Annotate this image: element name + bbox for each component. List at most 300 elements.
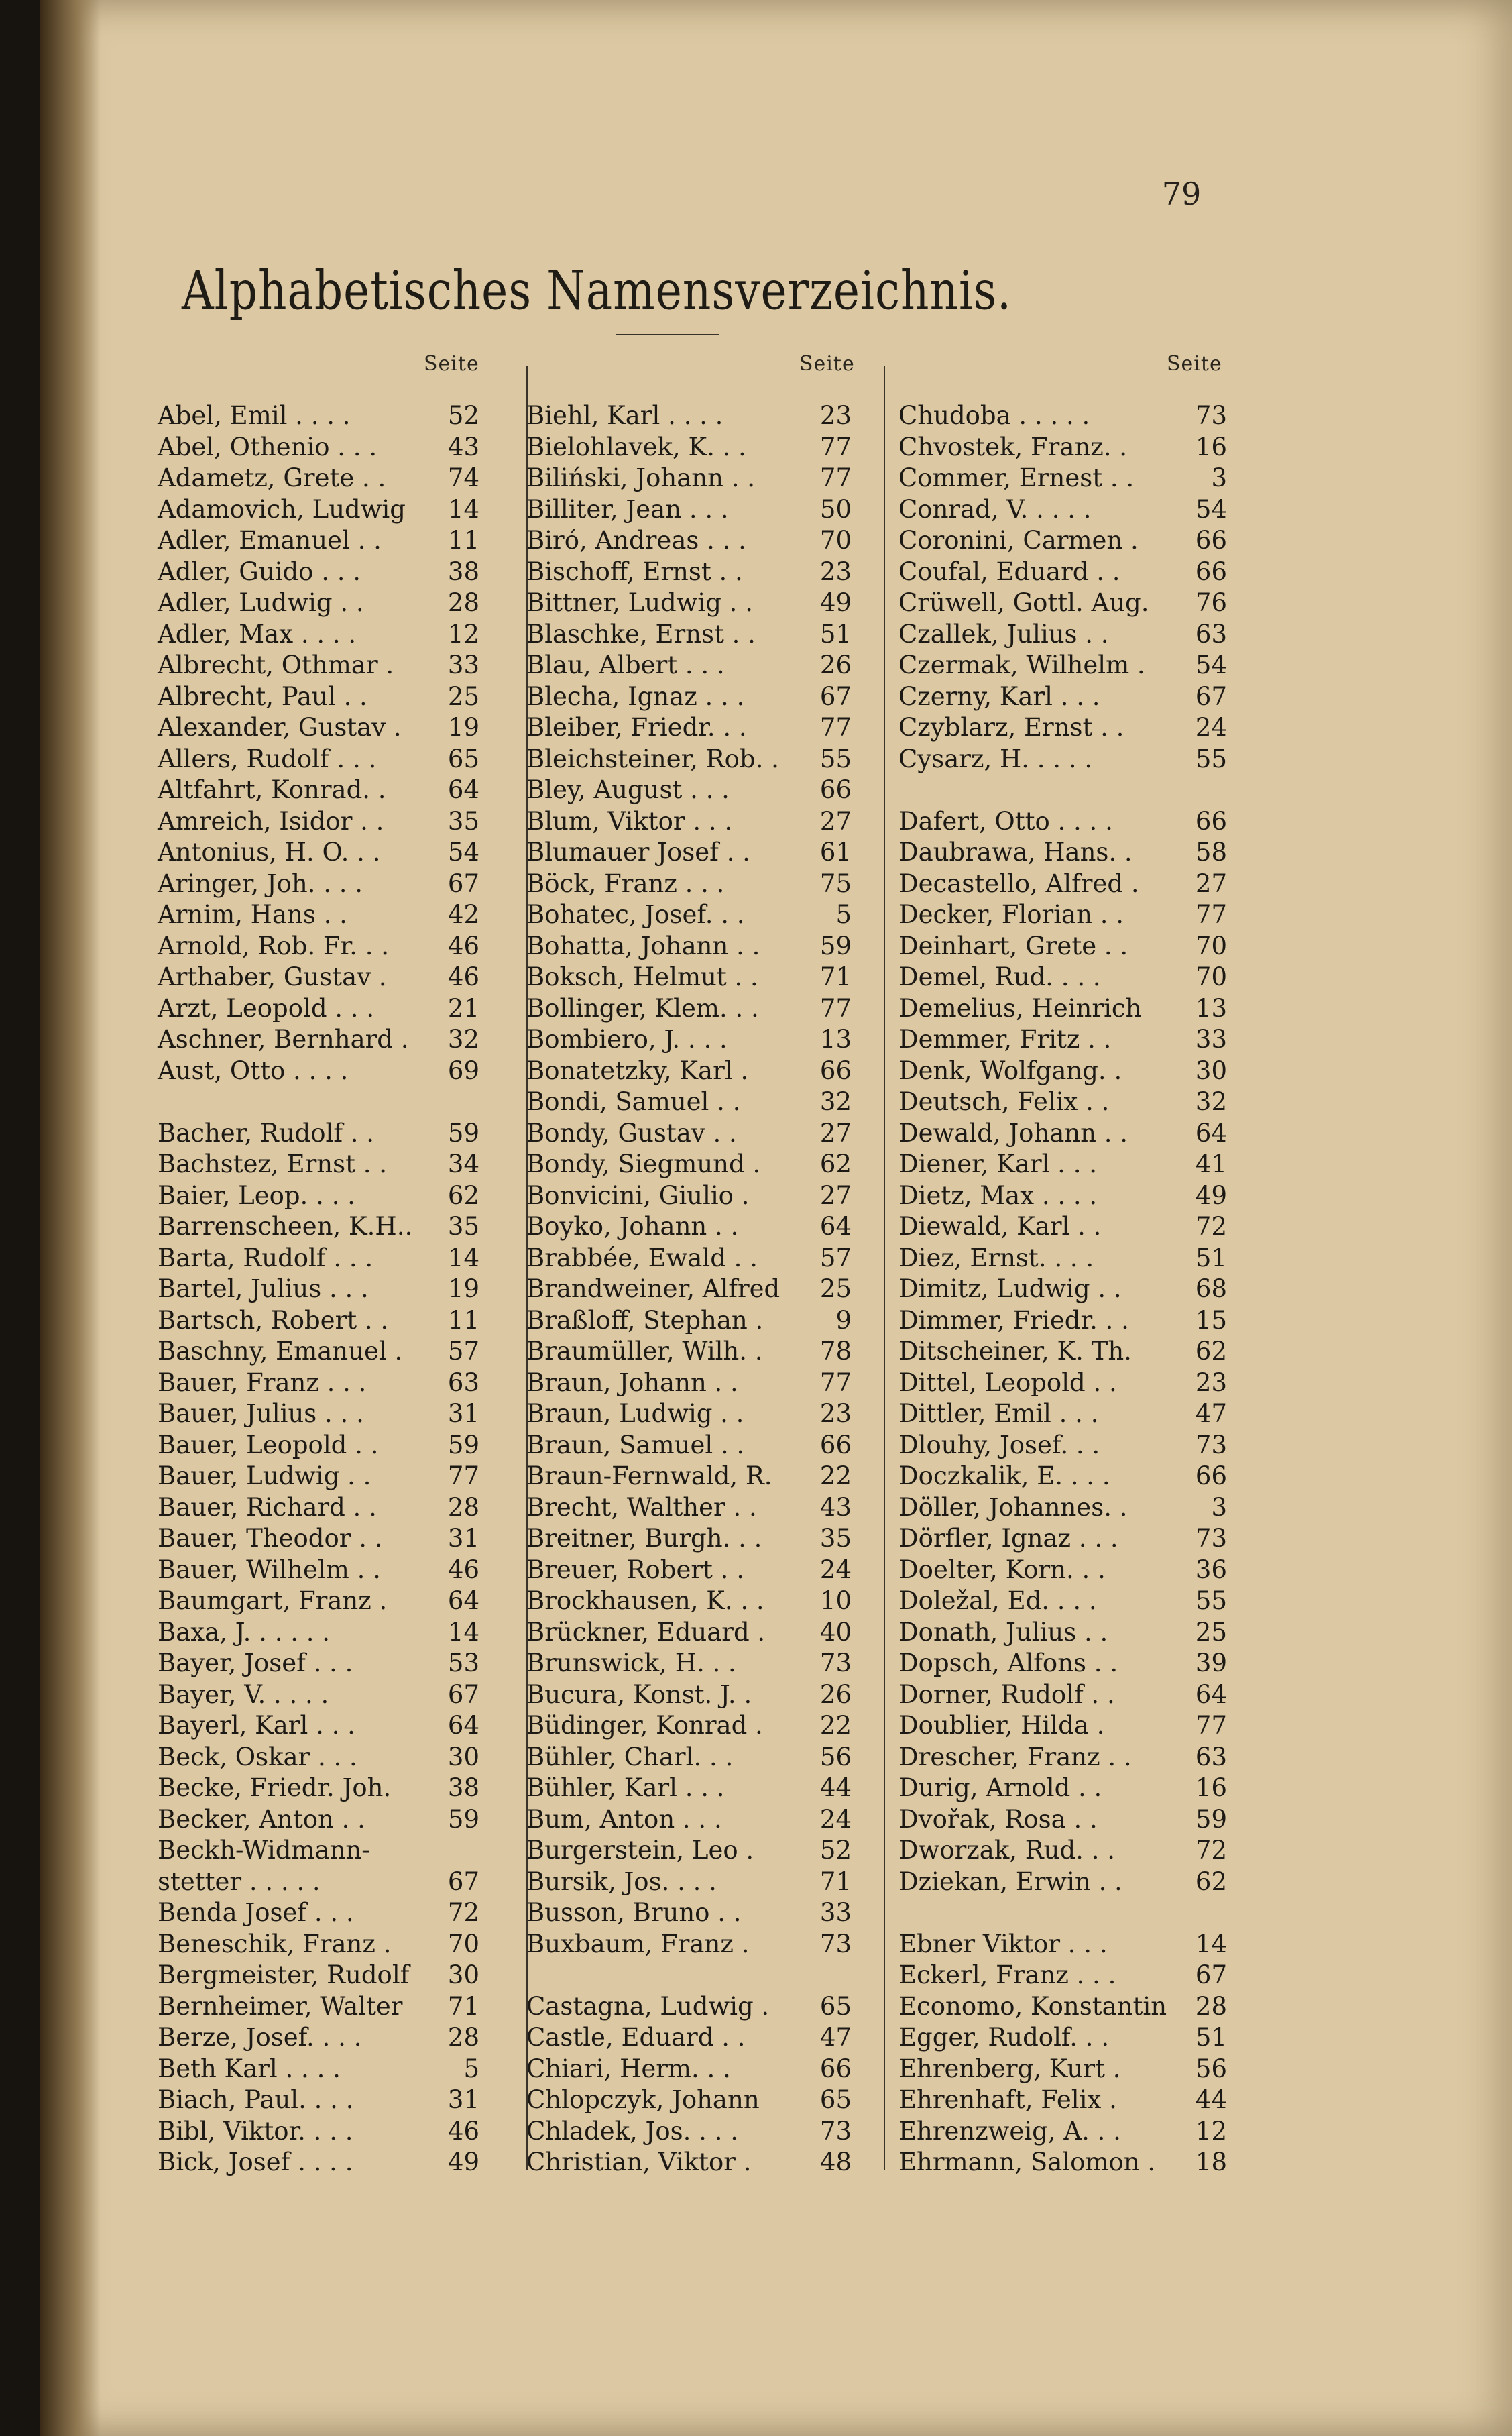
index-entry <box>526 1274 852 1305</box>
entry-name: Bohatta, Johann . . <box>526 931 760 960</box>
entry-name: Czyblarz, Ernst . . <box>898 713 1124 742</box>
entry-page: 36 <box>1195 1555 1227 1584</box>
index-entry <box>898 1960 1227 1991</box>
entry-page: 62 <box>1195 1867 1227 1896</box>
entry-page: 24 <box>819 1804 852 1834</box>
entry-name: Castle, Eduard . . <box>526 2023 746 2052</box>
entry-page: 62 <box>447 1180 479 1210</box>
entry-page: 77 <box>819 713 852 742</box>
index-entry <box>526 993 852 1025</box>
entry-page: 19 <box>447 713 479 742</box>
entry-name: Bielohlavek, K. . . <box>526 432 746 461</box>
index-entry <box>526 1710 852 1742</box>
index-entry <box>158 1056 479 1087</box>
entry-page: 67 <box>447 869 479 898</box>
index-entry <box>158 1648 479 1679</box>
entry-name: Bayerl, Karl . . . <box>158 1711 355 1740</box>
entry-page: 14 <box>1195 1929 1227 1958</box>
entry-page: 46 <box>447 962 479 991</box>
entry-page: 54 <box>1195 494 1227 524</box>
entry-name: Becke, Friedr. Joh. <box>158 1773 392 1802</box>
entry-page: 58 <box>1195 838 1227 867</box>
entry-name: Boksch, Helmut . . <box>526 962 758 991</box>
entry-name: Arzt, Leopold . . . <box>158 993 375 1023</box>
entry-name: Blumauer Josef . . <box>526 838 750 867</box>
entry-page: 16 <box>1195 1773 1227 1802</box>
entry-name: Brückner, Eduard . <box>526 1617 766 1647</box>
entry-page: 70 <box>819 526 852 555</box>
index-entry <box>526 1867 852 1898</box>
entry-name: Deutsch, Felix . . <box>898 1087 1110 1116</box>
index-entry <box>526 837 852 869</box>
entry-page: 32 <box>1195 1087 1227 1116</box>
index-entry <box>898 1586 1227 1617</box>
entry-page: 34 <box>447 1150 479 1178</box>
entry-name: Bauer, Theodor . . <box>158 1524 383 1553</box>
entry-page: 67 <box>447 1867 479 1896</box>
entry-page: 59 <box>447 1804 479 1834</box>
entry-page: 64 <box>447 775 479 804</box>
entry-page: 12 <box>447 619 479 649</box>
index-entry <box>898 650 1227 681</box>
index-entry <box>898 1461 1227 1492</box>
index-entry <box>526 1492 852 1524</box>
entry-page: 69 <box>447 1056 479 1085</box>
entry-name: Diener, Karl . . . <box>898 1150 1098 1178</box>
entry-name: Böck, Franz . . . <box>526 869 725 898</box>
entry-name: Burgerstein, Leo . <box>526 1836 754 1865</box>
entry-name: Benda Josef . . . <box>158 1898 354 1927</box>
entry-name: Brandweiner, Alfred <box>526 1274 780 1303</box>
index-entry <box>526 1398 852 1430</box>
entry-page: 23 <box>819 401 852 430</box>
index-entry <box>898 1929 1227 1960</box>
entry-name: Bursik, Jos. . . . <box>526 1867 717 1896</box>
index-entry <box>898 1398 1227 1430</box>
index-entry <box>158 712 479 744</box>
entry-name: Dopsch, Alfons . . <box>898 1649 1118 1677</box>
index-entry <box>898 931 1227 962</box>
entry-name: Donath, Julius . . <box>898 1617 1108 1647</box>
entry-name: Ehrenzweig, A. . . <box>898 2116 1121 2146</box>
entry-name: Barrenscheen, K.H.. <box>158 1212 413 1241</box>
entry-name: Demelius, Heinrich <box>898 993 1142 1023</box>
entry-name: Adametz, Grete . . <box>158 463 386 492</box>
entry-name: Ehrmann, Salomon . <box>898 2148 1156 2176</box>
entry-name: stetter . . . . . <box>158 1867 321 1896</box>
index-entry <box>898 2054 1227 2085</box>
index-entry <box>898 588 1227 619</box>
entry-page: 14 <box>447 1243 479 1272</box>
entry-page: 66 <box>1195 526 1227 555</box>
entry-name: Baschny, Emanuel . <box>158 1337 403 1366</box>
entry-name: Braun-Fernwald, R. <box>526 1461 772 1490</box>
entry-name: Dworzak, Rud. . . <box>898 1836 1115 1865</box>
entry-name: Büdinger, Konrad . <box>526 1711 763 1740</box>
entry-page: 77 <box>819 1368 852 1397</box>
entry-name: Busson, Bruno . . <box>526 1898 742 1927</box>
index-entry <box>158 2085 479 2116</box>
index-entry <box>526 1461 852 1492</box>
entry-name: Blum, Viktor . . . <box>526 806 733 836</box>
index-entry <box>158 619 479 651</box>
index-entry <box>526 1180 852 1212</box>
index-entry <box>526 1430 852 1461</box>
index-entry <box>158 775 479 806</box>
entry-page: 59 <box>1195 1804 1227 1834</box>
entry-page: 31 <box>447 1399 479 1428</box>
name-column-3 <box>898 400 1227 2178</box>
entry-page: 66 <box>1195 557 1227 586</box>
entry-page: 65 <box>819 1991 852 2021</box>
entry-name: Dimitz, Ludwig . . <box>898 1274 1122 1303</box>
entry-name: Beck, Oskar . . . <box>158 1742 357 1771</box>
entry-page: 43 <box>819 1492 852 1522</box>
page-title: Alphabetisches Namensverzeichnis. <box>182 260 1012 322</box>
entry-name: Dörfler, Ignaz . . . <box>898 1524 1118 1553</box>
index-entry <box>898 1087 1227 1118</box>
entry-name: Amreich, Isidor . . <box>158 806 384 836</box>
entry-name: Chudoba . . . . . <box>898 401 1090 430</box>
entry-page: 64 <box>447 1586 479 1615</box>
entry-page: 38 <box>447 557 479 586</box>
entry-page: 54 <box>1195 651 1227 679</box>
entry-page: 41 <box>1195 1150 1227 1178</box>
index-entry <box>898 869 1227 900</box>
entry-name: Arnold, Rob. Fr. . . <box>158 931 389 960</box>
index-entry <box>158 899 479 931</box>
index-entry <box>158 400 479 432</box>
entry-name: Arnim, Hans . . <box>158 900 347 929</box>
entry-page: 47 <box>1195 1399 1227 1428</box>
index-entry <box>898 1492 1227 1524</box>
entry-name: Bonvicini, Giulio . <box>526 1180 750 1210</box>
entry-page: 71 <box>819 962 852 991</box>
index-entry <box>898 1679 1227 1711</box>
index-entry <box>526 1742 852 1773</box>
index-entry <box>526 931 852 962</box>
entry-page: 11 <box>447 526 479 555</box>
entry-page: 64 <box>819 1212 852 1241</box>
index-entry <box>158 1710 479 1742</box>
entry-name: Brecht, Walther . . <box>526 1492 757 1522</box>
index-entry <box>898 1056 1227 1087</box>
index-entry <box>158 1368 479 1399</box>
entry-page: 13 <box>1195 993 1227 1023</box>
entry-page: 14 <box>447 1617 479 1647</box>
entry-name: Adler, Guido . . . <box>158 557 361 586</box>
entry-page: 44 <box>819 1773 852 1802</box>
entry-page: 11 <box>447 1305 479 1335</box>
entry-name: Bley, August . . . <box>526 775 730 804</box>
entry-page: 71 <box>819 1867 852 1896</box>
index-entry <box>898 775 1227 806</box>
index-entry <box>158 494 479 526</box>
entry-name: Chiari, Herm. . . <box>526 2054 731 2083</box>
index-entry <box>158 2054 479 2085</box>
index-entry <box>158 1835 479 1867</box>
entry-page: 3 <box>1211 463 1227 492</box>
entry-page: 12 <box>1195 2116 1227 2146</box>
entry-page: 35 <box>819 1524 852 1553</box>
column-header-1: Seite <box>424 352 479 376</box>
entry-page: 67 <box>447 1679 479 1709</box>
entry-name: Doczkalik, E. . . . <box>898 1461 1110 1490</box>
entry-name: Adler, Ludwig . . <box>158 588 364 617</box>
entry-name: Bombiero, J. . . . <box>526 1025 728 1054</box>
entry-page: 66 <box>1195 806 1227 836</box>
entry-name: Beth Karl . . . . <box>158 2054 341 2083</box>
entry-name: Bollinger, Klem. . . <box>526 993 759 1023</box>
entry-name: Conrad, V. . . . . <box>898 494 1092 524</box>
entry-name: Bergmeister, Rudolf <box>158 1960 410 1989</box>
index-entry <box>898 1742 1227 1773</box>
entry-name: Ehrenberg, Kurt . <box>898 2054 1121 2083</box>
entry-page: 24 <box>1195 713 1227 742</box>
entry-page: 27 <box>819 806 852 836</box>
entry-name: Dorner, Rudolf . . <box>898 1679 1115 1709</box>
entry-name: Commer, Ernest . . <box>898 463 1135 492</box>
entry-page: 28 <box>447 588 479 617</box>
entry-name: Bühler, Karl . . . <box>526 1773 725 1802</box>
entry-name: Altfahrt, Konrad. . <box>158 775 386 804</box>
entry-page: 74 <box>447 463 479 492</box>
entry-name: Boyko, Johann . . <box>526 1212 739 1241</box>
index-entry <box>526 1056 852 1087</box>
index-entry <box>526 494 852 526</box>
index-entry <box>898 1710 1227 1742</box>
entry-page: 52 <box>447 401 479 430</box>
index-entry <box>158 1991 479 2023</box>
index-entry <box>526 775 852 806</box>
index-entry <box>158 806 479 838</box>
entry-page: 31 <box>447 2085 479 2114</box>
index-entry <box>158 1430 479 1461</box>
entry-name: Christian, Viktor . <box>526 2148 752 2176</box>
entry-page: 59 <box>447 1118 479 1148</box>
entry-name: Bittner, Ludwig . . <box>526 588 753 617</box>
entry-page: 13 <box>819 1025 852 1054</box>
index-entry <box>898 1804 1227 1836</box>
entry-page: 73 <box>819 2116 852 2146</box>
entry-name: Bayer, Josef . . . <box>158 1649 353 1677</box>
index-entry <box>898 1180 1227 1212</box>
index-entry <box>526 588 852 619</box>
index-entry <box>898 463 1227 494</box>
entry-page: 66 <box>819 2054 852 2083</box>
entry-name: Bauer, Julius . . . <box>158 1399 364 1428</box>
entry-page: 28 <box>1195 1991 1227 2021</box>
entry-name: Decastello, Alfred . <box>898 869 1139 898</box>
index-entry <box>158 1024 479 1056</box>
entry-page: 70 <box>1195 962 1227 991</box>
index-entry <box>158 432 479 463</box>
entry-name: Blau, Albert . . . <box>526 651 725 679</box>
index-entry <box>158 1087 479 1118</box>
index-entry <box>526 1586 852 1617</box>
index-entry <box>526 432 852 463</box>
entry-page: 25 <box>819 1274 852 1303</box>
index-entry <box>898 1149 1227 1180</box>
index-entry <box>158 962 479 993</box>
entry-name: Adler, Max . . . . <box>158 619 357 649</box>
entry-name: Dvořak, Rosa . . <box>898 1804 1098 1834</box>
index-entry <box>526 1960 852 1991</box>
index-entry <box>526 525 852 557</box>
entry-page: 64 <box>1195 1679 1227 1709</box>
entry-page: 42 <box>447 900 479 929</box>
name-column-1 <box>158 400 479 2178</box>
index-entry <box>898 1773 1227 1804</box>
index-entry <box>898 1523 1227 1555</box>
entry-page: 33 <box>819 1898 852 1927</box>
entry-page: 70 <box>1195 931 1227 960</box>
entry-name: Bum, Anton . . . <box>526 1804 722 1834</box>
entry-name: Doublier, Hilda . <box>898 1711 1105 1740</box>
index-entry <box>526 1368 852 1399</box>
index-entry <box>526 1024 852 1056</box>
entry-name: Coronini, Carmen . <box>898 526 1139 555</box>
entry-page: 5 <box>835 900 852 929</box>
entry-name: Bauer, Franz . . . <box>158 1368 367 1397</box>
index-entry <box>526 1523 852 1555</box>
entry-name: Demmer, Fritz . . <box>898 1025 1112 1054</box>
index-entry <box>158 1492 479 1524</box>
index-entry <box>158 744 479 775</box>
entry-name: Dewald, Johann . . <box>898 1118 1128 1148</box>
entry-name: Albrecht, Paul . . <box>158 681 367 711</box>
entry-page: 9 <box>835 1305 852 1335</box>
entry-page: 62 <box>1195 1337 1227 1366</box>
entry-page: 73 <box>1195 1430 1227 1459</box>
entry-page: 50 <box>819 494 852 524</box>
entry-page: 28 <box>447 1492 479 1522</box>
index-entry <box>158 1305 479 1337</box>
entry-page: 67 <box>1195 681 1227 711</box>
index-entry <box>526 899 852 931</box>
entry-name: Doelter, Korn. . . <box>898 1555 1106 1584</box>
entry-name: Barta, Rudolf . . . <box>158 1243 373 1272</box>
entry-page: 35 <box>447 1212 479 1241</box>
index-entry <box>158 2116 479 2148</box>
entry-name: Bernheimer, Walter <box>158 1991 403 2021</box>
entry-page: 21 <box>447 993 479 1023</box>
index-entry <box>158 1742 479 1773</box>
entry-page: 23 <box>819 557 852 586</box>
entry-page: 57 <box>447 1337 479 1366</box>
entry-name: Berze, Josef. . . . <box>158 2023 362 2052</box>
index-entry <box>526 1211 852 1243</box>
entry-name: Blecha, Ignaz . . . <box>526 681 745 711</box>
entry-page: 49 <box>819 588 852 617</box>
entry-page: 73 <box>1195 401 1227 430</box>
entry-page: 49 <box>1195 1180 1227 1210</box>
index-entry <box>526 681 852 713</box>
entry-name: Chladek, Jos. . . . <box>526 2116 738 2146</box>
index-entry <box>158 1243 479 1274</box>
index-entry <box>526 1243 852 1274</box>
entry-page: 31 <box>447 1524 479 1553</box>
entry-page: 23 <box>1195 1368 1227 1397</box>
entry-page: 78 <box>819 1337 852 1366</box>
entry-page: 43 <box>447 432 479 461</box>
entry-page: 30 <box>447 1742 479 1771</box>
entry-page: 32 <box>819 1087 852 1116</box>
index-entry <box>158 1897 479 1929</box>
entry-page: 25 <box>1195 1617 1227 1647</box>
entry-name: Durig, Arnold . . <box>898 1773 1102 1802</box>
entry-name: Döller, Johannes. . <box>898 1492 1128 1522</box>
entry-page: 63 <box>1195 619 1227 649</box>
entry-name: Baumgart, Franz . <box>158 1586 388 1615</box>
entry-name: Ehrenhaft, Felix . <box>898 2085 1117 2114</box>
index-entry <box>158 2022 479 2054</box>
index-entry <box>526 1555 852 1586</box>
index-entry <box>158 650 479 681</box>
entry-name: Chvostek, Franz. . <box>898 432 1128 461</box>
entry-name: Bauer, Richard . . <box>158 1492 377 1522</box>
entry-page: 77 <box>819 993 852 1023</box>
entry-name: Ditscheiner, K. Th. <box>898 1337 1132 1366</box>
entry-page: 26 <box>819 651 852 679</box>
entry-page: 47 <box>819 2023 852 2052</box>
entry-name: Crüwell, Gottl. Aug. <box>898 588 1149 617</box>
entry-page: 64 <box>447 1711 479 1740</box>
index-entry <box>526 650 852 681</box>
entry-name: Braßloff, Stephan . <box>526 1305 764 1335</box>
entry-page: 26 <box>819 1679 852 1709</box>
entry-name: Billiter, Jean . . . <box>526 494 729 524</box>
entry-page: 59 <box>447 1430 479 1459</box>
entry-name: Deinhart, Grete . . <box>898 931 1128 960</box>
entry-name: Bauer, Leopold . . <box>158 1430 379 1459</box>
entry-name: Dietz, Max . . . . <box>898 1180 1098 1210</box>
entry-page: 76 <box>1195 588 1227 617</box>
index-entry <box>898 1867 1227 1898</box>
index-entry <box>898 619 1227 651</box>
entry-name: Bucura, Konst. J. . <box>526 1679 752 1709</box>
index-entry <box>158 681 479 713</box>
entry-name: Buxbaum, Franz . <box>526 1929 750 1958</box>
entry-name: Bayer, V. . . . . <box>158 1679 329 1709</box>
index-entry <box>526 2147 852 2178</box>
entry-page: 73 <box>819 1929 852 1958</box>
index-entry <box>898 1648 1227 1679</box>
entry-page: 33 <box>447 651 479 679</box>
index-entry <box>898 1897 1227 1929</box>
entry-page: 35 <box>447 806 479 836</box>
entry-page: 70 <box>447 1929 479 1958</box>
entry-name: Bondy, Gustav . . <box>526 1118 737 1148</box>
column-divider-2 <box>884 366 885 2170</box>
index-entry <box>526 2022 852 2054</box>
index-entry <box>898 2022 1227 2054</box>
index-entry <box>526 1118 852 1150</box>
index-entry <box>158 1773 479 1804</box>
entry-page: 5 <box>463 2054 479 2083</box>
entry-page: 30 <box>1195 1056 1227 1085</box>
entry-name: Dittel, Leopold . . <box>898 1368 1117 1397</box>
entry-name: Economo, Konstantin <box>898 1991 1167 2021</box>
entry-page: 44 <box>1195 2085 1227 2114</box>
entry-page: 63 <box>1195 1742 1227 1771</box>
entry-page: 71 <box>447 1991 479 2021</box>
entry-name: Braun, Samuel . . <box>526 1430 745 1459</box>
entry-page: 53 <box>447 1649 479 1677</box>
index-entry <box>158 1617 479 1649</box>
entry-name: Albrecht, Othmar . <box>158 651 394 679</box>
title-underline <box>616 334 719 335</box>
